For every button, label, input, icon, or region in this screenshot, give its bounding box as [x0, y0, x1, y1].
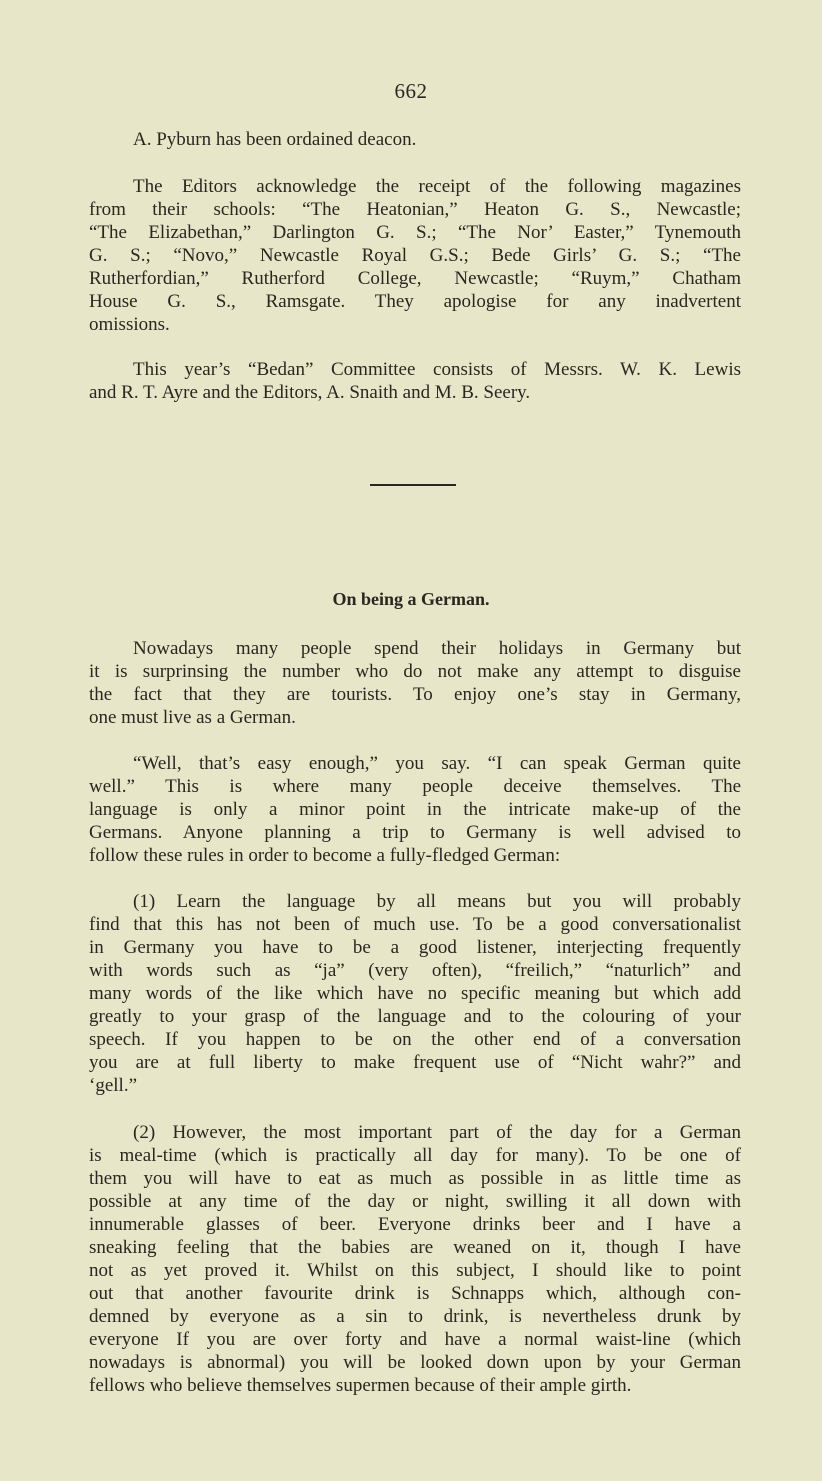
text-line: possible at any time of the day or night, swilling it all down with — [89, 1191, 741, 1212]
article-title: On being a German. — [332, 589, 490, 609]
text-line: sneaking feeling that the babies are weaned on it, though I have — [89, 1237, 741, 1258]
text-line: you are at full liberty to make frequent use of “Nicht wahr?” and — [89, 1052, 741, 1073]
text-line: This year’s “Bedan” Committee consists of Messrs. W. K. Lewis — [133, 359, 741, 380]
text-line: fellows who believe themselves supermen because of their ample girth. — [89, 1375, 632, 1396]
text-line: Nowadays many people spend their holidays in Germany but — [133, 638, 741, 659]
article-paragraph-1 — [89, 637, 741, 729]
text-line: find that this has not been of much use. To be a good conversationalist — [89, 914, 741, 935]
text-line: follow these rules in order to become a fully-fledged German: — [89, 845, 561, 866]
text-line: in Germany you have to be a good listener, interjecting frequently — [89, 937, 741, 958]
article-paragraph-3 — [89, 890, 741, 1097]
text-line: ‘gell.” — [89, 1075, 138, 1096]
magazines-paragraph — [89, 175, 741, 336]
text-line: the fact that they are tourists. To enjoy one’s stay in Germany, — [89, 684, 741, 705]
text-line: G. S.; “Novo,” Newcastle Royal G.S.; Bede Girls’ G. S.; “The — [89, 245, 741, 266]
text-line: A. Pyburn has been ordained deacon. — [133, 129, 417, 150]
text-line: and R. T. Ayre and the Editors, A. Snaith and M. B. Seery. — [89, 382, 531, 403]
text-line: many words of the like which have no specific meaning but which add — [89, 983, 741, 1004]
text-line: House G. S., Ramsgate. They apologise for any inadvertent — [89, 291, 741, 312]
text-line: everyone If you are over forty and have a normal waist-line (which — [89, 1329, 741, 1350]
text-line: them you will have to eat as much as possible in as little time as — [89, 1168, 741, 1189]
text-line: (2) However, the most important part of the day for a German — [133, 1122, 741, 1143]
ordination-notice — [89, 128, 741, 151]
text-line: is meal-time (which is practically all day for many). To be one of — [89, 1145, 741, 1166]
article-paragraph-4 — [89, 1121, 741, 1397]
text-line: “The Elizabethan,” Darlington G. S.; “The Nor’ Easter,” Tynemouth — [89, 222, 741, 243]
committee-paragraph — [89, 358, 741, 404]
text-line: (1) Learn the language by all means but you will probably — [133, 891, 741, 912]
text-line: demned by everyone as a sin to drink, is nevertheless drunk by — [89, 1306, 741, 1327]
text-line: out that another favourite drink is Schnapps which, although con- — [89, 1283, 741, 1304]
text-line: greatly to your grasp of the language and to the colouring of your — [89, 1006, 741, 1027]
text-line: Rutherfordian,” Rutherford College, Newcastle; “Ruym,” Chatham — [89, 268, 741, 289]
text-line: one must live as a German. — [89, 707, 296, 728]
text-line: Germans. Anyone planning a trip to Germany is well advised to — [89, 822, 741, 843]
text-line: innumerable glasses of beer. Everyone drinks beer and I have a — [89, 1214, 741, 1235]
text-line: language is only a minor point in the intricate make-up of the — [89, 799, 741, 820]
text-line: well.” This is where many people deceive themselves. The — [89, 776, 741, 797]
text-line: from their schools: “The Heatonian,” Heaton G. S., Newcastle; — [89, 199, 741, 220]
text-line: with words such as “ja” (very often), “freilich,” “naturlich” and — [89, 960, 741, 981]
text-line: not as yet proved it. Whilst on this subject, I should like to point — [89, 1260, 741, 1281]
section-divider — [370, 484, 456, 486]
text-line: The Editors acknowledge the receipt of the following magazines — [133, 176, 741, 197]
article-paragraph-2 — [89, 752, 741, 867]
text-line: omissions. — [89, 314, 170, 335]
text-line: it is surprinsing the number who do not make any attempt to disguise — [89, 661, 741, 682]
text-line: “Well, that’s easy enough,” you say. “I can speak German quite — [133, 753, 741, 774]
page-number: 662 — [394, 79, 428, 103]
text-line: nowadays is abnormal) you will be looked down upon by your German — [89, 1352, 741, 1373]
text-line: speech. If you happen to be on the other end of a conversation — [89, 1029, 741, 1050]
